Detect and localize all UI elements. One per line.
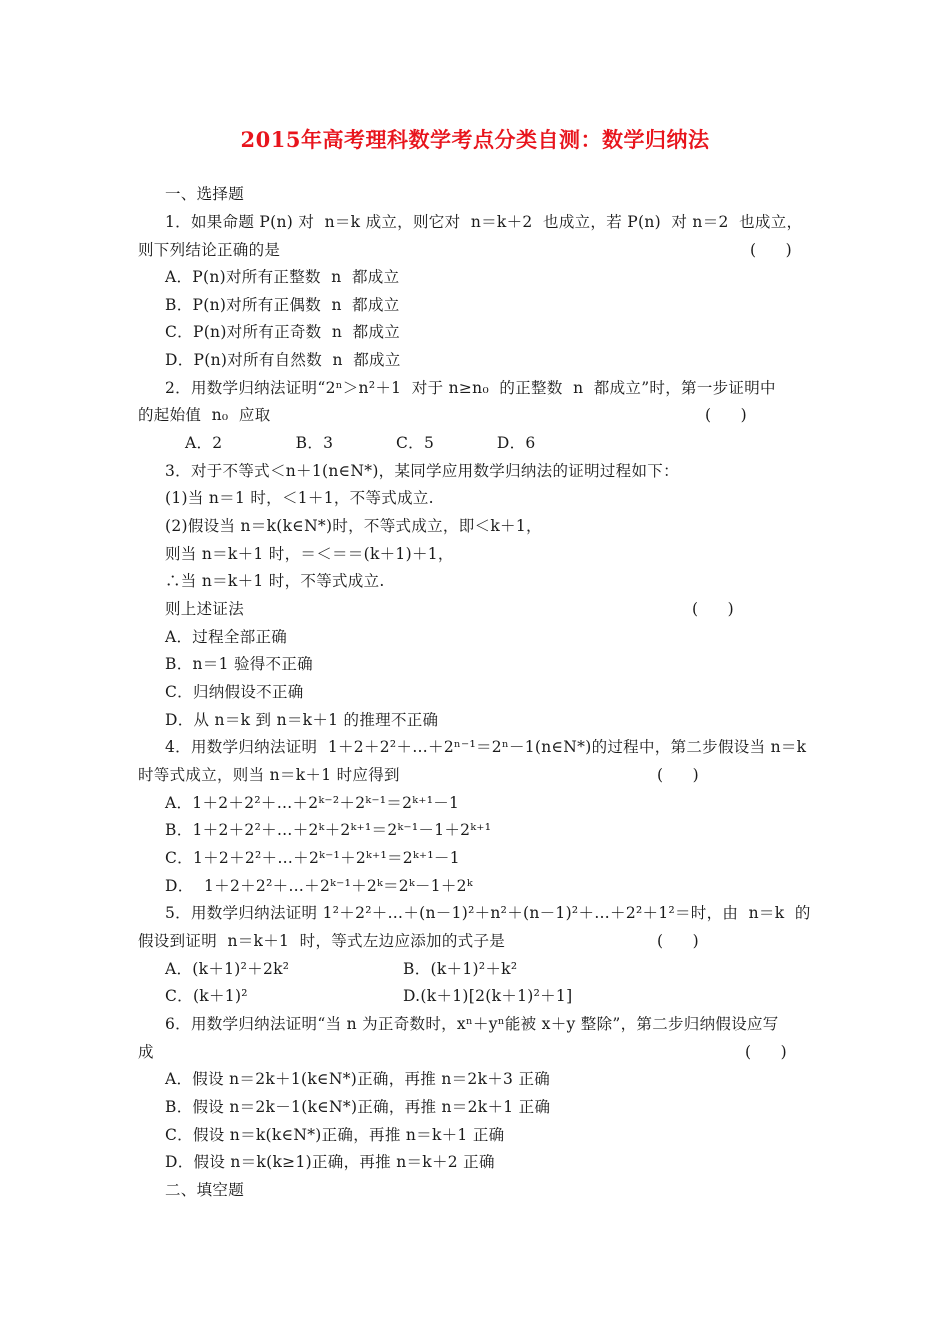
- answer-blank: ( ): [745, 1043, 787, 1061]
- text-line: D．从 n＝k 到 n＝k＋1 的推理不正确: [165, 711, 439, 729]
- text-line: (2)假设当 n＝k(k∈N*)时，不等式成立，即＜k＋1，: [165, 517, 542, 535]
- text-line: 假设到证明 n＝k＋1 时，等式左边应添加的式子是: [138, 932, 506, 950]
- text-line: A．(k＋1)²＋2k²: [165, 960, 290, 978]
- text-line: 6．用数学归纳法证明“当 n 为正奇数时，xⁿ＋yⁿ能被 x＋y 整除”，第二步归纳假设应写: [165, 1015, 779, 1033]
- answer-blank: ( ): [657, 932, 699, 950]
- text-line: A．2 B．3 C．5 D．6: [185, 434, 536, 452]
- text-line: D． 1＋2＋2²＋…＋2ᵏ⁻¹＋2ᵏ＝2ᵏ－1＋2ᵏ: [165, 877, 473, 895]
- text-line: A．假设 n＝2k＋1(k∈N*)正确，再推 n＝2k＋3 正确: [165, 1070, 551, 1088]
- text-line: C．假设 n＝k(k∈N*)正确，再推 n＝k＋1 正确: [165, 1126, 505, 1144]
- text-line: A．1＋2＋2²＋…＋2ᵏ⁻²＋2ᵏ⁻¹＝2ᵏ⁺¹－1: [165, 794, 460, 812]
- text-line: 的起始值 n₀ 应取: [138, 406, 271, 424]
- text-line: (1)当 n＝1 时，＜1＋1，不等式成立.: [165, 489, 434, 507]
- answer-blank: ( ): [750, 241, 792, 259]
- text-line: B．P(n)对所有正偶数 n 都成立: [165, 296, 400, 314]
- text-line: 成: [138, 1043, 154, 1061]
- text-line: A．P(n)对所有正整数 n 都成立: [165, 268, 400, 286]
- text-line: B．n＝1 验得不正确: [165, 655, 313, 673]
- text-line: C．归纳假设不正确: [165, 683, 304, 701]
- text-line: C．(k＋1)²: [165, 987, 248, 1005]
- text-line: 则当 n＝k＋1 时，＝＜＝＝(k＋1)＋1，: [165, 545, 454, 563]
- text-line: 1．如果命题 P(n) 对 n＝k 成立，则它对 n＝k＋2 也成立，若 P(n) 对 n＝2 也成立，: [165, 213, 803, 231]
- page-title: 2015年高考理科数学考点分类自测：数学归纳法: [240, 127, 710, 152]
- answer-blank: ( ): [705, 406, 747, 424]
- text-line: C．P(n)对所有正奇数 n 都成立: [165, 323, 401, 341]
- text-line: B．假设 n＝2k－1(k∈N*)正确，再推 n＝2k＋1 正确: [165, 1098, 551, 1116]
- text-line: 二、填空题: [165, 1181, 245, 1199]
- text-line: C．1＋2＋2²＋…＋2ᵏ⁻¹＋2ᵏ⁺¹＝2ᵏ⁺¹－1: [165, 849, 460, 867]
- text-line: D．P(n)对所有自然数 n 都成立: [165, 351, 401, 369]
- text-line: 时等式成立，则当 n＝k＋1 时应得到: [138, 766, 400, 784]
- text-line: 5．用数学归纳法证明 1²＋2²＋…＋(n－1)²＋n²＋(n－1)²＋…＋2²＋1²＝时，由 n＝k 的: [165, 904, 811, 922]
- text-line: 2．用数学归纳法证明“2ⁿ＞n²＋1 对于 n≥n₀ 的正整数 n 都成立”时，第一步证明中: [165, 379, 776, 397]
- text-line: 3．对于不等式＜n＋1(n∈N*)，某同学应用数学归纳法的证明过程如下：: [165, 462, 679, 480]
- text-line: B．1＋2＋2²＋…＋2ᵏ＋2ᵏ⁺¹＝2ᵏ⁻¹－1＋2ᵏ⁺¹: [165, 821, 492, 839]
- text-line: A．过程全部正确: [165, 628, 288, 646]
- text-line: D.(k＋1)[2(k＋1)²＋1]: [403, 987, 573, 1005]
- answer-blank: ( ): [692, 600, 734, 618]
- text-line: 则下列结论正确的是: [138, 241, 281, 259]
- text-line: ∴当 n＝k＋1 时，不等式成立.: [165, 572, 385, 590]
- text-line: D．假设 n＝k(k≥1)正确，再推 n＝k＋2 正确: [165, 1153, 495, 1171]
- text-line: 一、选择题: [165, 185, 245, 203]
- text-line: 4．用数学归纳法证明 1＋2＋2²＋…＋2ⁿ⁻¹＝2ⁿ－1(n∈N*)的过程中，第二步假设当 n＝k: [165, 738, 807, 756]
- text-line: B．(k＋1)²＋k²: [403, 960, 518, 978]
- answer-blank: ( ): [657, 766, 699, 784]
- text-line: 则上述证法: [165, 600, 245, 618]
